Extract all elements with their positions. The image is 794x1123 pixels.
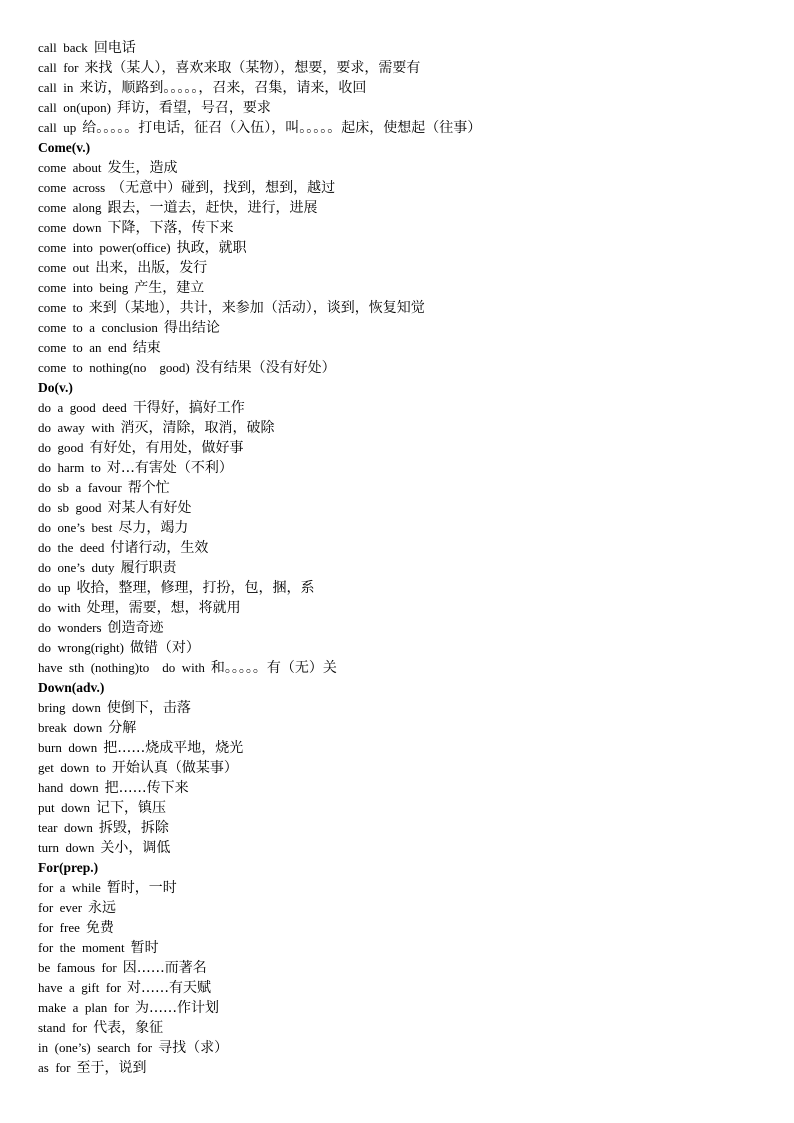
phrase-english: come about: [38, 160, 102, 175]
phrase-english: stand for: [38, 1020, 88, 1035]
phrase-meaning: 下降，下落，传下来: [107, 220, 234, 236]
phrase-english: have a gift for: [38, 980, 122, 995]
phrase-entry: [38, 358, 758, 378]
phrase-english: do one’s best: [38, 520, 113, 535]
phrase-english: call back: [38, 40, 88, 55]
phrase-meaning: 拜访，看望，号召，要求: [116, 100, 271, 116]
phrase-meaning: 暂时: [130, 940, 159, 956]
phrase-meaning: 产生，建立: [134, 280, 205, 296]
phrase-meaning: 收拾，整理，修理，打扮，包，捆，系: [76, 580, 315, 596]
phrase-meaning: （无意中）碰到，找到，想到，越过: [111, 180, 336, 196]
phrase-entry: [38, 518, 758, 538]
phrase-english: do away with: [38, 420, 115, 435]
phrase-entry: [38, 498, 758, 518]
phrase-entry: [38, 838, 758, 858]
phrase-entry: [38, 78, 758, 98]
phrase-entry: [38, 298, 758, 318]
phrase-entry: [38, 198, 758, 218]
phrase-english: call up: [38, 120, 77, 135]
phrase-english: come to a conclusion: [38, 320, 158, 335]
phrase-entry: [38, 278, 758, 298]
phrase-meaning: 把……烧成平地，烧光: [103, 740, 244, 756]
section-heading: For(prep.): [38, 860, 99, 875]
phrase-entry: [38, 398, 758, 418]
phrase-meaning: 关小，调低: [100, 840, 171, 856]
phrase-entry: [38, 258, 758, 278]
section-heading: Do(v.): [38, 380, 73, 395]
phrase-meaning: 履行职责: [120, 560, 177, 576]
phrase-english: do harm to: [38, 460, 101, 475]
phrase-meaning: 把……传下来: [104, 780, 189, 796]
phrase-english: do one’s duty: [38, 560, 115, 575]
phrase-english: call on(upon): [38, 100, 111, 115]
phrase-english: come across: [38, 180, 106, 195]
phrase-entry: [38, 98, 758, 118]
phrase-entry: [38, 738, 758, 758]
phrase-entry: [38, 578, 758, 598]
phrase-english: hand down: [38, 780, 99, 795]
phrase-meaning: 消灭，清除，取消，破除: [120, 420, 275, 436]
phrase-entry: [38, 918, 758, 938]
phrase-english: for ever: [38, 900, 83, 915]
phrase-meaning: 记下，镇压: [96, 800, 166, 816]
phrase-meaning: 对…有害处（不利）: [106, 460, 233, 476]
phrase-entry: [38, 178, 758, 198]
phrase-english: have sth (nothing)to do with: [38, 660, 205, 675]
phrase-english: do wonders: [38, 620, 102, 635]
section-heading: Down(adv.): [38, 680, 105, 695]
phrase-meaning: 跟去，一道去，赶快，进行，进展: [107, 200, 318, 216]
phrase-meaning: 处理，需要，想，将就用: [86, 600, 241, 616]
phrase-entry: [38, 1058, 758, 1078]
phrase-english: come into power(office): [38, 240, 171, 255]
phrase-english: for the moment: [38, 940, 125, 955]
phrase-english: in (one’s) search for: [38, 1040, 153, 1055]
phrase-entry: [38, 778, 758, 798]
phrase-meaning: 对……有天赋: [127, 980, 212, 996]
vocabulary-page: [38, 38, 758, 1078]
phrase-entry: [38, 958, 758, 978]
phrase-meaning: 有好处，有用处，做好事: [89, 440, 244, 456]
phrase-meaning: 来找（某人），喜欢来取（某物），想要，要求，需要有: [84, 60, 421, 76]
phrase-meaning: 给。。。。。打电话，征召（入伍），叫。。。。。起床，使想起（往事）: [82, 120, 482, 136]
section-heading: Come(v.): [38, 140, 91, 155]
phrase-entry: [38, 878, 758, 898]
phrase-english: break down: [38, 720, 103, 735]
phrase-entry: [38, 318, 758, 338]
phrase-meaning: 来到（某地），共计，来参加（活动），谈到，恢复知觉: [88, 300, 425, 316]
phrase-english: come to: [38, 300, 83, 315]
phrase-english: as for: [38, 1060, 71, 1075]
phrase-entry: [38, 758, 758, 778]
phrase-meaning: 出来，出版，发行: [95, 260, 208, 276]
phrase-english: come to an end: [38, 340, 127, 355]
phrase-entry: [38, 798, 758, 818]
phrase-meaning: 为……作计划: [134, 1000, 219, 1016]
phrase-entry: [38, 898, 758, 918]
phrase-english: turn down: [38, 840, 95, 855]
phrase-meaning: 结束: [132, 340, 161, 356]
phrase-meaning: 使倒下，击落: [106, 700, 191, 716]
phrase-meaning: 拆毁，拆除: [98, 820, 169, 836]
phrase-meaning: 至于，说到: [76, 1060, 147, 1076]
phrase-meaning: 开始认真（做某事）: [111, 760, 238, 776]
phrase-english: come to nothing(no good): [38, 360, 190, 375]
phrase-entry: [38, 238, 758, 258]
phrase-meaning: 免费: [85, 920, 114, 936]
phrase-english: for a while: [38, 880, 101, 895]
phrase-english: call for: [38, 60, 79, 75]
phrase-english: come out: [38, 260, 90, 275]
phrase-meaning: 对某人有好处: [107, 500, 192, 516]
phrase-meaning: 来访，顺路到。。。。。，召来，召集，请来，收回: [79, 80, 367, 96]
phrase-meaning: 发生，造成: [107, 160, 178, 176]
phrase-english: get down to: [38, 760, 106, 775]
phrase-english: come down: [38, 220, 102, 235]
phrase-english: burn down: [38, 740, 98, 755]
phrase-english: be famous for: [38, 960, 117, 975]
phrase-english: for free: [38, 920, 80, 935]
phrase-entry: [38, 118, 758, 138]
phrase-meaning: 代表，象征: [93, 1020, 164, 1036]
phrase-english: do sb good: [38, 500, 102, 515]
phrase-meaning: 没有结果（没有好处）: [195, 360, 336, 376]
phrase-english: make a plan for: [38, 1000, 129, 1015]
phrase-entry: [38, 638, 758, 658]
phrase-entry: [38, 1018, 758, 1038]
phrase-meaning: 因……而著名: [122, 960, 207, 976]
phrase-meaning: 永远: [88, 900, 117, 916]
phrase-entry: [38, 998, 758, 1018]
phrase-english: do the deed: [38, 540, 105, 555]
phrase-meaning: 和。。。。。有（无）关: [210, 660, 337, 676]
phrase-meaning: 得出结论: [163, 320, 220, 336]
phrase-english: call in: [38, 80, 74, 95]
phrase-entry: [38, 818, 758, 838]
phrase-entry: [38, 218, 758, 238]
phrase-entry: [38, 938, 758, 958]
phrase-entry: [38, 558, 758, 578]
phrase-english: do sb a favour: [38, 480, 122, 495]
phrase-entry: [38, 58, 758, 78]
phrase-meaning: 执政，就职: [176, 240, 247, 256]
phrase-entry: [38, 1038, 758, 1058]
phrase-entry: [38, 538, 758, 558]
phrase-entry: [38, 698, 758, 718]
phrase-meaning: 创造奇迹: [107, 620, 164, 636]
phrase-meaning: 尽力，竭力: [118, 520, 189, 536]
phrase-english: do up: [38, 580, 71, 595]
phrase-meaning: 回电话: [93, 40, 136, 56]
phrase-meaning: 帮个忙: [127, 480, 170, 496]
phrase-english: tear down: [38, 820, 93, 835]
phrase-entry: [38, 418, 758, 438]
phrase-entry: [38, 618, 758, 638]
phrase-english: do good: [38, 440, 84, 455]
phrase-english: do wrong(right): [38, 640, 124, 655]
phrase-meaning: 暂时，一时: [106, 880, 177, 896]
phrase-entry: [38, 458, 758, 478]
phrase-meaning: 做错（对）: [129, 640, 200, 656]
phrase-meaning: 分解: [108, 720, 137, 736]
phrase-meaning: 付诸行动，生效: [110, 540, 209, 556]
phrase-meaning: 干得好，搞好工作: [132, 400, 245, 416]
phrase-entry: [38, 38, 758, 58]
phrase-english: bring down: [38, 700, 101, 715]
phrase-entry: [38, 478, 758, 498]
phrase-english: put down: [38, 800, 90, 815]
phrase-meaning: 寻找（求）: [158, 1040, 229, 1056]
phrase-entry: [38, 978, 758, 998]
phrase-entry: [38, 718, 758, 738]
phrase-english: do a good deed: [38, 400, 127, 415]
phrase-entry: [38, 598, 758, 618]
phrase-entry: [38, 338, 758, 358]
phrase-entry: [38, 658, 758, 678]
phrase-english: do with: [38, 600, 81, 615]
phrase-english: come along: [38, 200, 102, 215]
phrase-entry: [38, 158, 758, 178]
phrase-entry: [38, 438, 758, 458]
phrase-english: come into being: [38, 280, 129, 295]
